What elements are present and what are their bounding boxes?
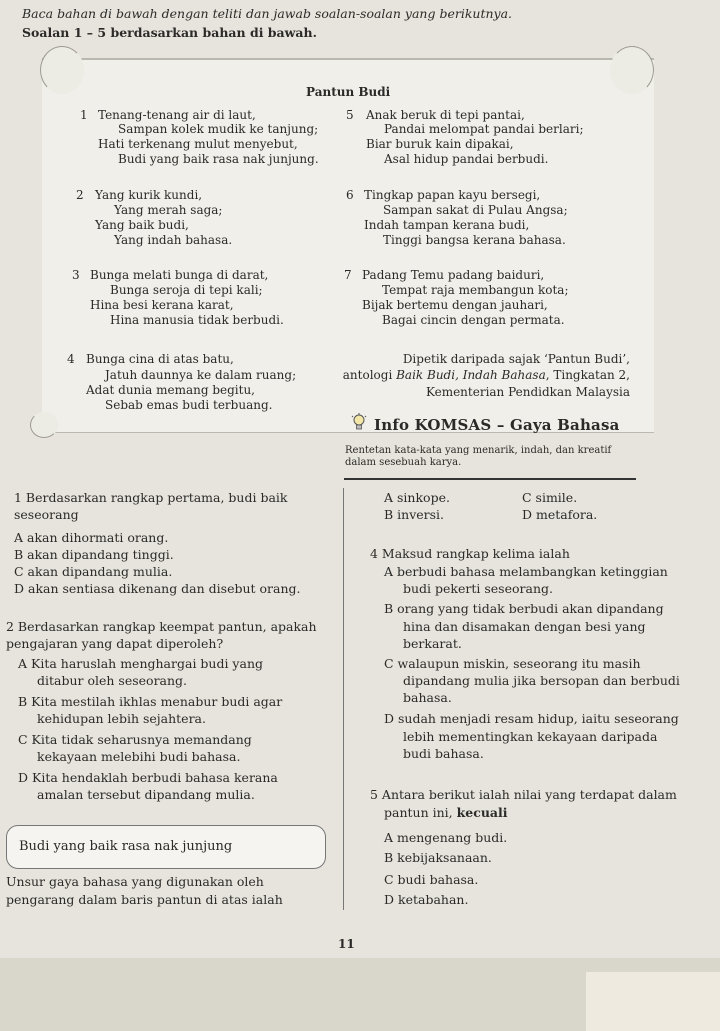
option-a[interactable]: A berbudi bahasa melambangkan ketinggian (384, 564, 668, 579)
option-d-cont: lebih mementingkan kekayaan daripada (403, 729, 658, 744)
column-divider (343, 488, 344, 910)
stanza-line: Hati terkenang mulut menyebut, (98, 137, 298, 151)
option-a[interactable]: A akan dihormati orang. (14, 530, 169, 545)
stanza-line: Bijak bertemu dengan jauhari, (362, 298, 548, 312)
lightbulb-icon (350, 413, 368, 431)
stanza-line: Sebab emas budi terbuang. (105, 398, 273, 412)
stanza-line: Adat dunia memang begitu, (86, 383, 255, 397)
question-stem: 2 Berdasarkan rangkap keempat pantun, apakah (6, 619, 317, 634)
scroll-curl-left (40, 46, 84, 94)
scroll-curl-bottom (30, 412, 58, 438)
stanza-number: 1 (80, 108, 88, 122)
stanza-line: Yang kurik kundi, (95, 188, 203, 202)
stanza-line: Bunga melati bunga di darat, (90, 268, 269, 282)
option-c[interactable]: C akan dipandang mulia. (14, 564, 173, 579)
info-komsas-caption: Rentetan kata-kata yang menarik, indah, dan kreatif dalam sesebuah karya. (345, 445, 612, 468)
option-c-cont: bahasa. (403, 690, 452, 705)
stanza-line: Biar buruk kain dipakai, (366, 137, 514, 151)
option-b[interactable]: B kebijaksanaan. (384, 850, 492, 865)
option-d[interactable]: D ketabahan. (384, 892, 469, 907)
option-a[interactable]: A sinkope. (384, 490, 450, 505)
option-d[interactable]: D metafora. (522, 507, 598, 522)
option-c-cont: dipandang mulia jika bersopan dan berbudi (403, 673, 680, 688)
stanza-line: Bunga seroja di tepi kali; (110, 283, 263, 297)
stanza-line: Tinggi bangsa kerana bahasa. (383, 233, 566, 247)
option-a-cont: ditabur oleh seseorang. (37, 673, 188, 688)
stanza-line: Asal hidup pandai berbudi. (384, 152, 549, 166)
option-b-cont: berkarat. (403, 636, 462, 651)
option-c[interactable]: C walaupun miskin, seseorang itu masih (384, 656, 641, 671)
page-number: 11 (338, 937, 355, 951)
question-stem: pengarang dalam baris pantun di atas ialah (6, 892, 283, 907)
stanza-line: Yang merah saga; (114, 203, 223, 217)
option-c[interactable]: C budi bahasa. (384, 872, 479, 887)
option-b[interactable]: B akan dipandang tinggi. (14, 547, 174, 562)
stanza-line: Jatuh daunnya ke dalam ruang; (105, 368, 297, 382)
stanza-line: Hina manusia tidak berbudi. (110, 313, 284, 327)
anthology-title: Baik Budi, Indah Bahasa (396, 368, 546, 382)
stanza-line: Bunga cina di atas batu, (86, 352, 234, 366)
option-b[interactable]: B Kita mestilah ikhlas menabur budi agar (18, 694, 283, 709)
question-stem: 5 Antara berikut ialah nilai yang terdapat dalam (370, 787, 677, 802)
stanza-number: 6 (346, 188, 354, 202)
option-d[interactable]: D Kita hendaklah berbudi bahasa kerana (18, 770, 278, 785)
option-b-cont: kehidupan lebih sejahtera. (37, 711, 206, 726)
option-a[interactable]: A mengenang budi. (384, 830, 508, 845)
stanza-number: 3 (72, 268, 80, 282)
question-stem: 4 Maksud rangkap kelima ialah (370, 546, 570, 561)
question-stem: seseorang (14, 507, 79, 522)
option-b[interactable]: B orang yang tidak berbudi akan dipandang (384, 601, 664, 616)
source-line: Dipetik daripada sajak ‘Pantun Budi’, (402, 352, 630, 366)
scroll-curl-right (610, 46, 654, 94)
option-d-cont: budi bahasa. (403, 746, 484, 761)
option-b[interactable]: B inversi. (384, 507, 445, 522)
option-d[interactable]: D akan sentiasa dikenang dan disebut orang. (14, 581, 301, 596)
option-d[interactable]: D sudah menjadi resam hidup, iaitu seseorang (384, 711, 679, 726)
option-d-cont: amalan tersebut dipandang mulia. (37, 787, 255, 802)
stanza-line: Padang Temu padang baiduri, (362, 268, 545, 282)
stanza-line: Tenang-tenang air di laut, (98, 108, 256, 122)
stanza-number: 7 (344, 268, 352, 282)
source-line: Kementerian Pendidkan Malaysia (425, 385, 630, 399)
stanza-line: Sampan kolek mudik ke tanjung; (118, 122, 319, 136)
stem-emphasis: kecuali (456, 805, 508, 820)
stem-text: pantun ini, (384, 805, 457, 820)
stanza-line: Bagai cincin dengan permata. (382, 313, 565, 327)
option-c-cont: kekayaan melebihi budi bahasa. (37, 749, 241, 764)
stanza-number: 5 (346, 108, 354, 122)
stanza-line: Indah tampan kerana budi, (364, 218, 530, 232)
option-a-cont: budi pekerti seseorang. (403, 581, 553, 596)
next-page-edge (586, 972, 720, 1031)
stanza-line: Pandai melompat pandai berlari; (384, 122, 584, 136)
stanza-line: Yang indah bahasa. (114, 233, 233, 247)
poem-title: Pantun Budi (306, 85, 391, 99)
stanza-line: Yang baik budi, (95, 218, 189, 232)
question-stem: pengajaran yang dapat diperoleh? (6, 636, 224, 651)
stanza-line: Hina besi kerana karat, (90, 298, 234, 312)
source-text: antologi (342, 368, 397, 382)
instruction-line: Baca bahan di bawah dengan teliti dan jawab soalan-soalan yang berikutnya. (22, 6, 513, 21)
option-c[interactable]: C Kita tidak seharusnya memandang (18, 732, 252, 747)
info-divider (344, 478, 636, 480)
question-range-heading: Soalan 1 – 5 berdasarkan bahan di bawah. (22, 25, 317, 40)
stanza-number: 4 (67, 352, 75, 366)
option-a[interactable]: A Kita haruslah menghargai budi yang (18, 656, 264, 671)
question-stem: Unsur gaya bahasa yang digunakan oleh (6, 874, 264, 889)
quoted-line: Budi yang baik rasa nak junjung (19, 839, 233, 854)
stanza-line: Tempat raja membangun kota; (382, 283, 569, 297)
option-c[interactable]: C simile. (522, 490, 578, 505)
stanza-line: Anak beruk di tepi pantai, (366, 108, 525, 122)
source-line (343, 368, 630, 383)
stanza-number: 2 (76, 188, 84, 202)
stanza-line: Budi yang baik rasa nak junjung. (118, 152, 319, 166)
option-b-cont: hina dan disamakan dengan besi yang (403, 619, 646, 634)
question-stem: 1 Berdasarkan rangkap pertama, budi baik (14, 490, 288, 505)
stanza-line: Tingkap papan kayu bersegi, (364, 188, 541, 202)
stanza-line: Sampan sakat di Pulau Angsa; (383, 203, 568, 217)
question-stem (384, 805, 508, 822)
info-komsas-title: Info KOMSAS – Gaya Bahasa (374, 416, 620, 434)
source-text: , Tingkatan 2, (545, 368, 630, 382)
